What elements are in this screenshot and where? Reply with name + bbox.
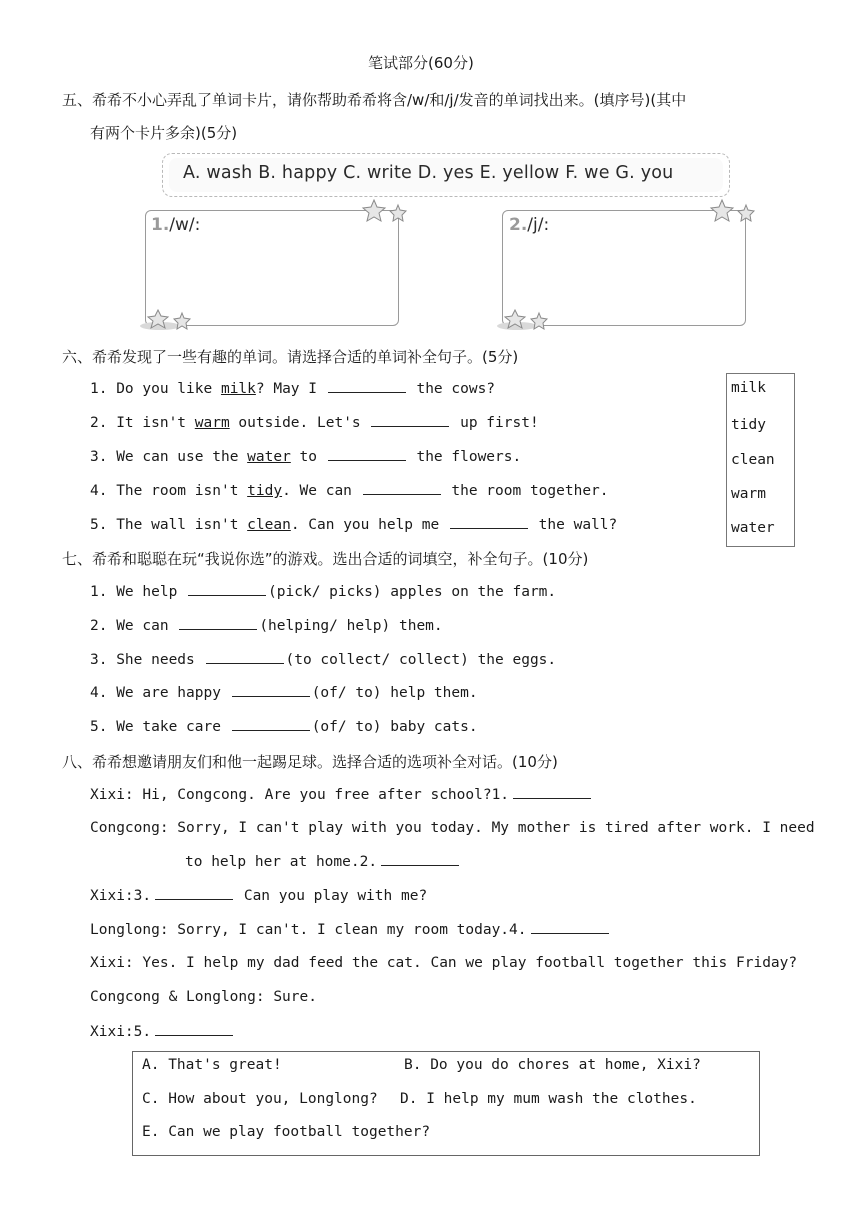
key-word: water: [247, 449, 291, 465]
word-bank-item: milk: [731, 380, 766, 396]
answer-blank[interactable]: [155, 1023, 233, 1036]
dialogue-line-5: Xixi: Yes. I help my dad feed the cat. Can we play football together this Friday?: [90, 955, 798, 971]
stars-icon: [360, 198, 414, 224]
dialogue-line-6: Congcong & Longlong: Sure.: [90, 989, 317, 1005]
section6-question-5: 5. The wall isn't clean. Can you help me the wall?: [90, 517, 618, 533]
answer-blank[interactable]: [206, 651, 284, 664]
answer-blank[interactable]: [232, 684, 310, 697]
stars-icon: [708, 198, 762, 224]
word-bank-item: tidy: [731, 417, 766, 433]
answer-blank[interactable]: [328, 380, 406, 393]
answer-blank[interactable]: [371, 414, 449, 427]
answer-blank[interactable]: [363, 482, 441, 495]
answer-blank[interactable]: [450, 516, 528, 529]
dialogue-line-4: Longlong: Sorry, I can't. I clean my room today.4.: [90, 921, 611, 938]
option-e: E. Can we play football together?: [142, 1124, 431, 1140]
answer-blank[interactable]: [179, 617, 257, 630]
answer-blank[interactable]: [513, 786, 591, 799]
answer-blank[interactable]: [232, 718, 310, 731]
answer-blank[interactable]: [531, 921, 609, 934]
stars-icon: [495, 307, 565, 331]
key-word: warm: [194, 415, 230, 431]
option-b: B. Do you do chores at home, Xixi?: [404, 1057, 701, 1073]
section6-question-2: 2. It isn't warm outside. Let's up first!: [90, 415, 539, 431]
word-bank-item: clean: [731, 452, 775, 468]
sound-box-w-number: 1.: [151, 215, 170, 235]
answer-blank[interactable]: [328, 448, 406, 461]
section7-question-3: 3. She needs (to collect/ collect) the eggs.: [90, 652, 557, 668]
section7-question-1: 1. We help (pick/ picks) apples on the farm.: [90, 584, 557, 600]
dialogue-line-2b: to help her at home.2.: [185, 853, 461, 870]
section5-instruction-line1: 五、希希不小心弄乱了单词卡片，请你帮助希希将含/w/和/j/发音的单词找出来。(填序号)(其中: [62, 91, 687, 109]
dialogue-line-3: Xixi:3. Can you play with me?: [90, 888, 428, 904]
sound-box-j-sound: /j/:: [527, 215, 550, 235]
answer-blank[interactable]: [381, 853, 459, 866]
section5-instruction-line2: 有两个卡片多余)(5分): [90, 124, 238, 142]
sound-box-w-sound: /w/:: [169, 215, 201, 235]
option-a: A. That's great!: [142, 1057, 282, 1073]
dialogue-line-7: Xixi:5.: [90, 1023, 235, 1040]
section6-instruction: 六、希希发现了一些有趣的单词。请选择合适的单词补全句子。(5分): [62, 348, 519, 366]
key-word: clean: [247, 517, 291, 533]
section7-question-4: 4. We are happy (of/ to) help them.: [90, 685, 478, 701]
key-word: milk: [220, 381, 256, 397]
dialogue-line-2a: Congcong: Sorry, I can't play with you today. My mother is tired after work. I need: [90, 820, 815, 836]
section8-instruction: 八、希希想邀请朋友们和他一起踢足球。选择合适的选项补全对话。(10分): [62, 753, 558, 771]
option-d: D. I help my mum wash the clothes.: [400, 1091, 697, 1107]
dialogue-line-1: Xixi: Hi, Congcong. Are you free after school?1.: [90, 786, 593, 803]
section7-question-2: 2. We can (helping/ help) them.: [90, 618, 443, 634]
word-bank-item: warm: [731, 486, 766, 502]
sound-box-j-label: [509, 215, 549, 235]
answer-blank[interactable]: [188, 583, 266, 596]
key-word: tidy: [247, 483, 283, 499]
section-heading: 笔试部分(60分): [368, 54, 474, 72]
section7-instruction: 七、希希和聪聪在玩“我说你选”的游戏。选出合适的词填空，补全句子。(10分): [62, 550, 589, 568]
word-bank-item: water: [731, 520, 775, 536]
answer-blank[interactable]: [155, 887, 233, 900]
sound-box-w-label: [151, 215, 200, 235]
section6-question-1: 1. Do you like milk? May I the cows?: [90, 381, 496, 397]
section6-question-3: 3. We can use the water to the flowers.: [90, 449, 522, 465]
option-c: C. How about you, Longlong?: [142, 1091, 378, 1107]
section6-question-4: 4. The room isn't tidy. We can the room together.: [90, 483, 609, 499]
section7-question-5: 5. We take care (of/ to) baby cats.: [90, 719, 478, 735]
sound-box-j-number: 2.: [509, 215, 528, 235]
word-card-options: A. wash B. happy C. write D. yes E. yellow F. we G. you: [183, 163, 674, 183]
stars-icon: [138, 307, 208, 331]
